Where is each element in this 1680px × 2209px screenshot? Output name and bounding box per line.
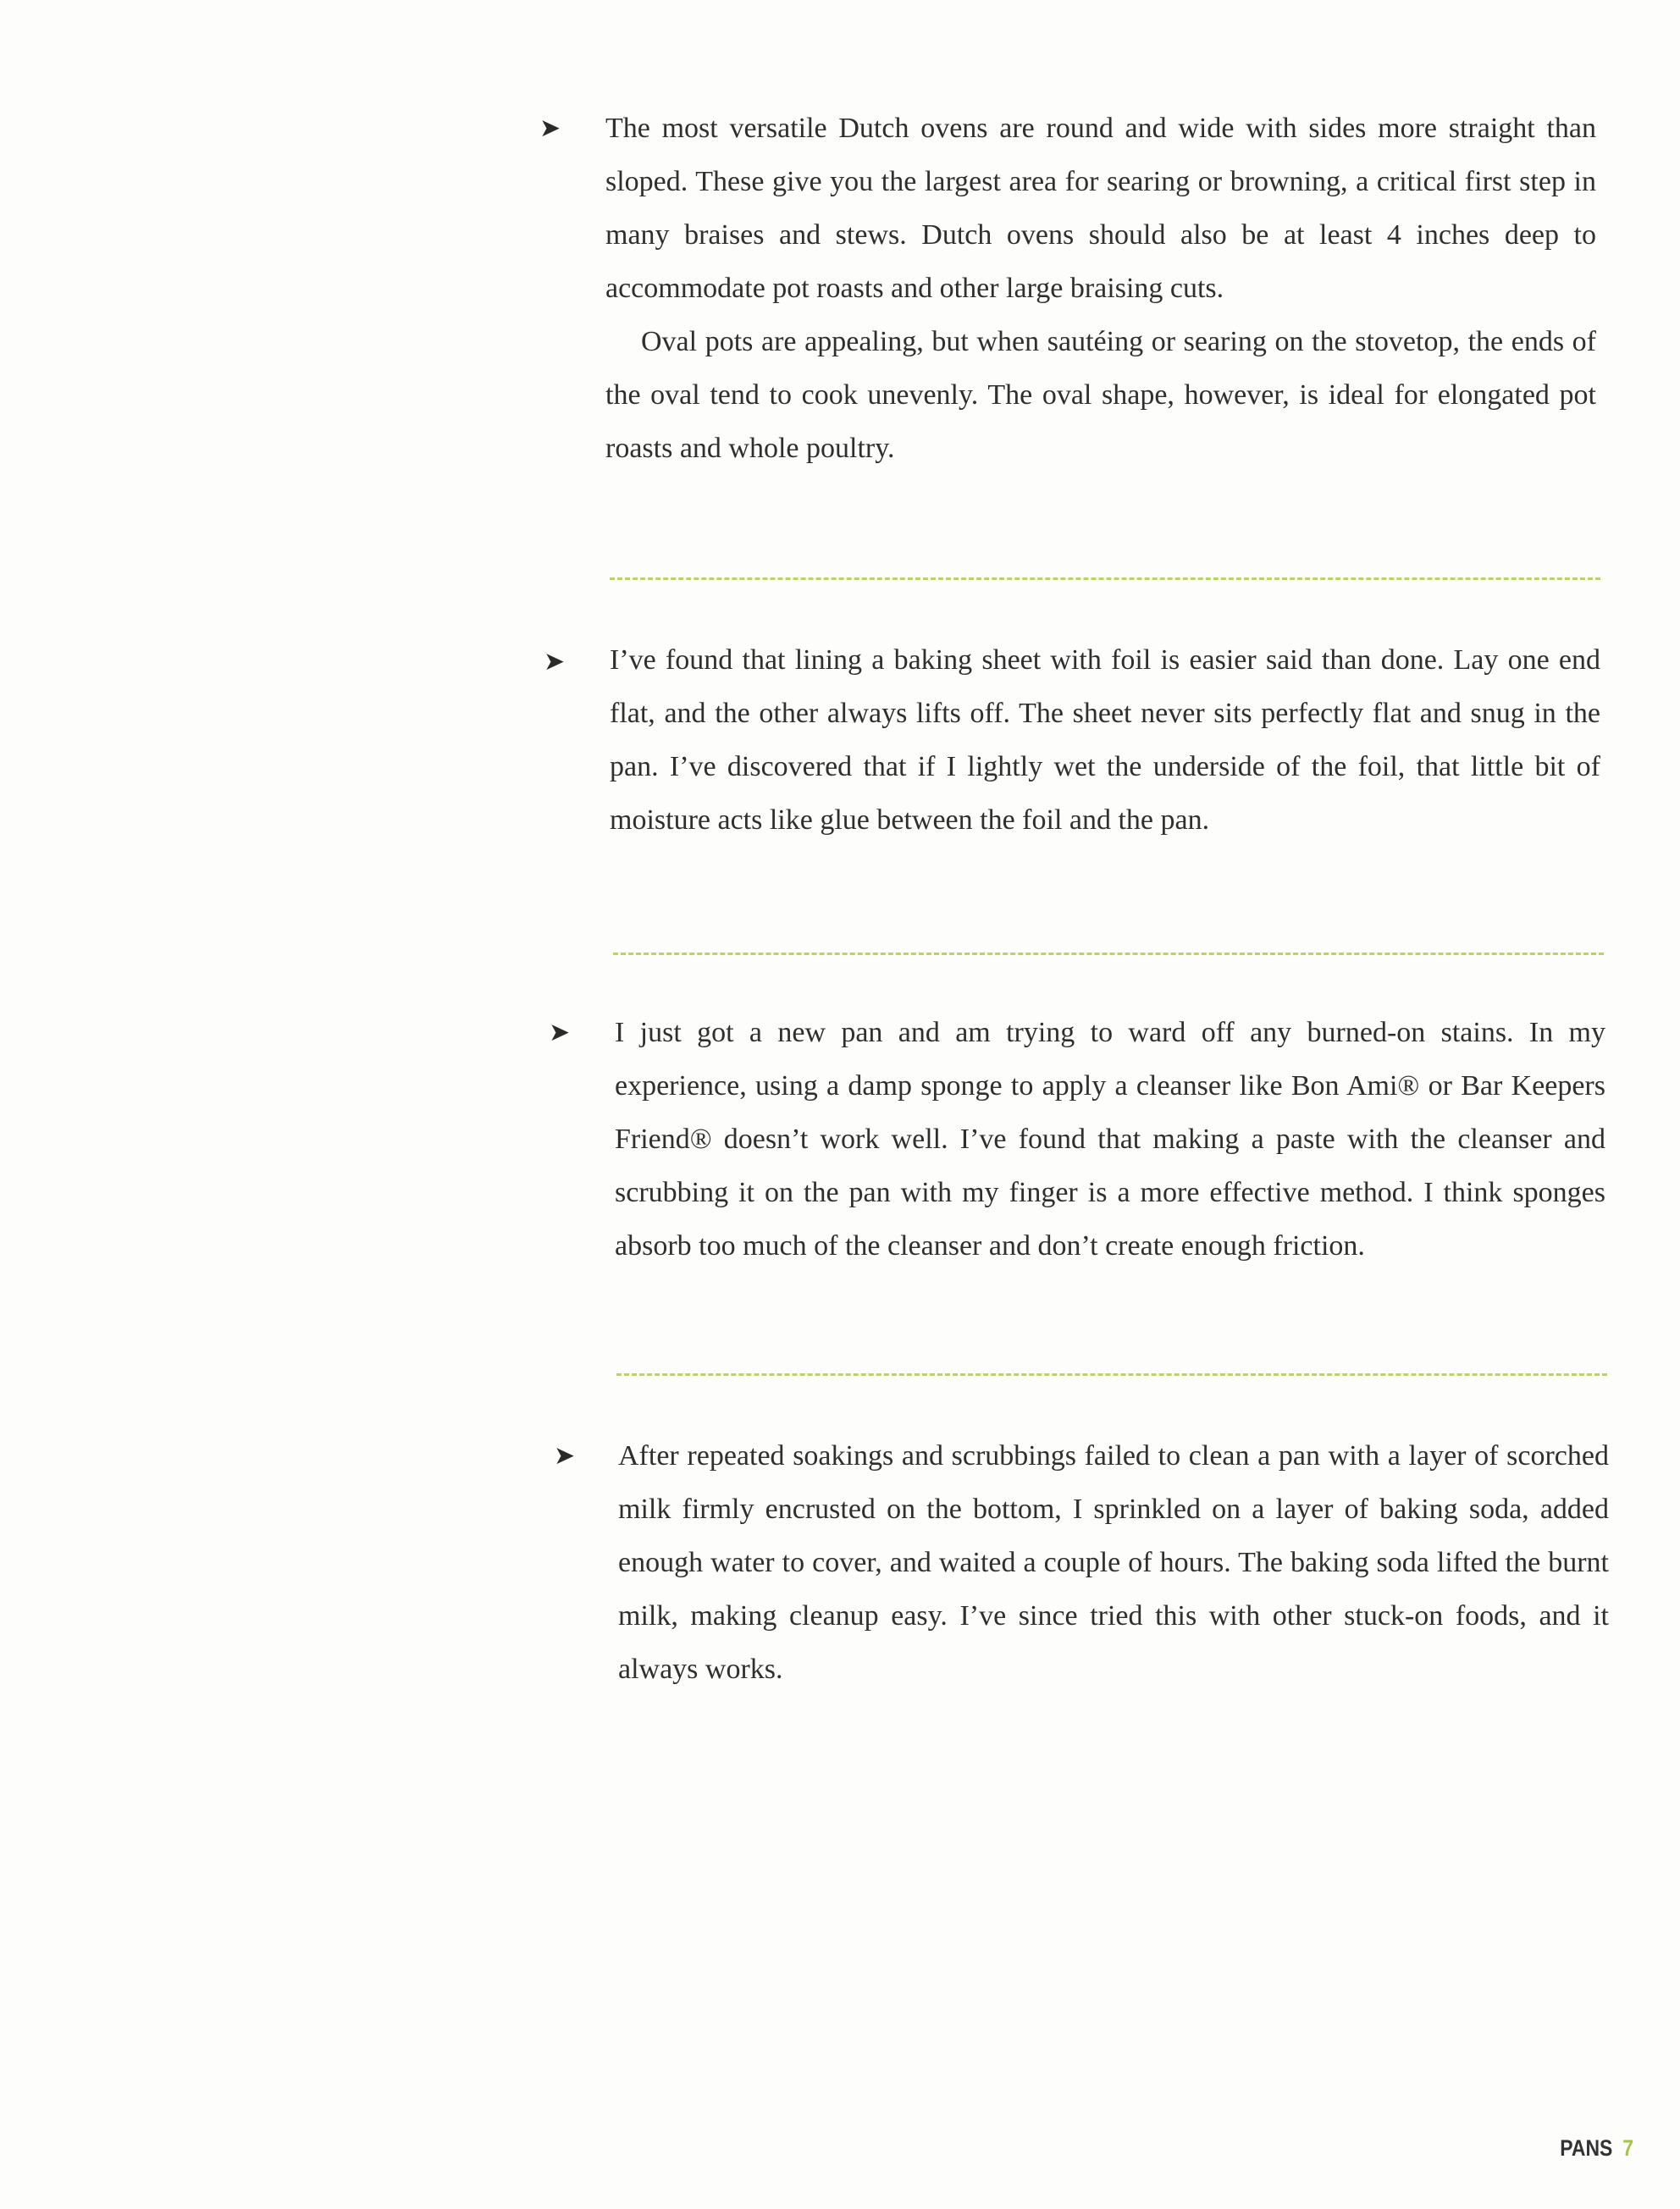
tip-paragraph: After repeated soakings and scrubbings failed to clean a pan with a layer of scorched milk firmly encrusted on the bottom, I sprinkled on a layer of baking soda, added enough water to cover, and waited a couple of hours. The baking soda lifted the burnt milk, making cleanup easy. I’ve since tried this with other stuck-on foods, and it always works. — [618, 1440, 1609, 1685]
arrow-icon: ➤ — [549, 1018, 571, 1047]
tip-paragraph: Oval pots are appealing, but when sautéing or searing on the stovetop, the ends of the oval tend to cook unevenly. The oval shape, however, is ideal for elongated pot roasts and whole poultry. — [605, 326, 1596, 464]
page-footer — [1560, 2135, 1633, 2162]
tip-paragraph: I just got a new pan and am trying to ward off any burned-on stains. In my experience, using a damp sponge to apply a cleanser like Bon Ami® or Bar Keepers Friend® doesn’t work well. I’ve found that making a paste with the cleanser and scrubbing it on the pan with my finger is a more effective method. I think sponges absorb too much of the cleanser and don’t create enough friction. — [615, 1017, 1605, 1262]
tip-body — [605, 102, 1596, 475]
page-number: 7 — [1622, 2135, 1633, 2161]
tip-body — [610, 633, 1600, 847]
dashed-divider — [610, 577, 1600, 580]
tip-paragraph: I’ve found that lining a baking sheet with foil is easier said than done. Lay one end flat, and the other always lifts off. The sheet never sits perfectly flat and snug in the pan. I’ve discovered that if I lightly wet the underside of the foil, that little bit of moisture acts like glue between the foil and the pan. — [610, 644, 1600, 836]
arrow-icon: ➤ — [544, 647, 566, 677]
dashed-divider — [613, 953, 1604, 955]
tip-paragraph: The most versatile Dutch ovens are round and wide with sides more straight than sloped. These give you the largest area for searing or browning, a critical first step in many braises and stews. Dutch ovens should also be at least 4 inches deep to accommodate pot roasts and other large braising cuts. — [605, 113, 1596, 304]
section-name: PANS — [1560, 2135, 1613, 2161]
dashed-divider — [616, 1373, 1607, 1376]
arrow-icon: ➤ — [539, 113, 561, 143]
tip-body — [615, 1006, 1605, 1273]
tip-body — [618, 1429, 1609, 1696]
arrow-icon: ➤ — [554, 1441, 576, 1471]
